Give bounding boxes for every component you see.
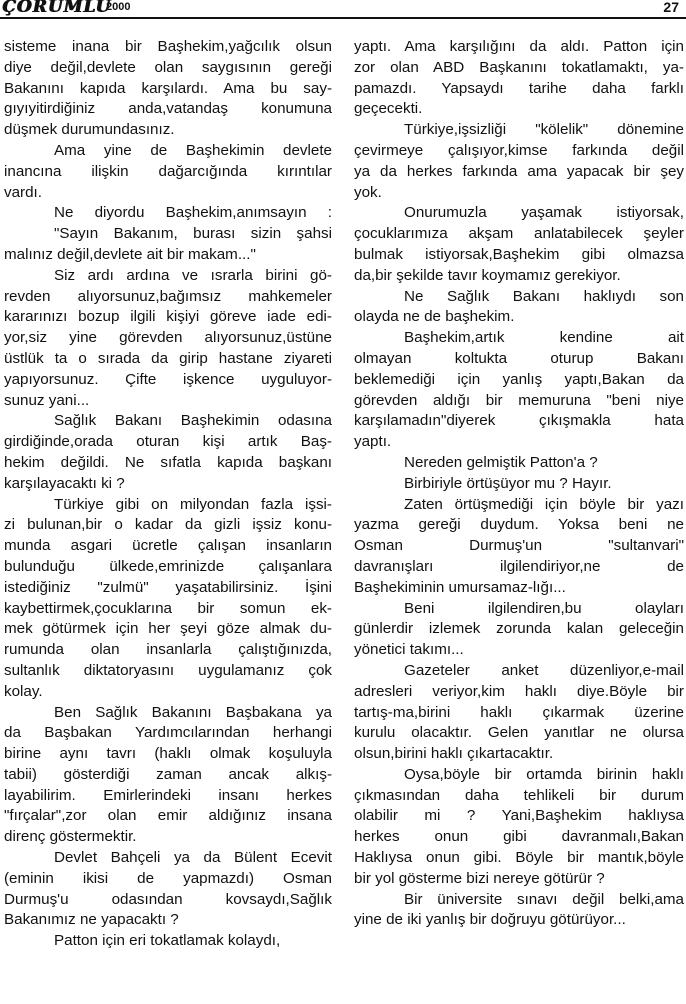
header-rule <box>0 17 686 19</box>
text-line: Patton için eri tokatlamak kolaydı, <box>54 932 281 950</box>
text-line: Durmuş'u odasından kovsaydı,Sağlık <box>4 890 332 908</box>
text-line: birine aynı tavrı (haklı olmak koşuluyla <box>4 745 332 763</box>
text-line: Zaten örtüşmediği için böyle bir yazı <box>404 495 684 513</box>
text-line: Oysa,böyle bir ortamda birinin haklı <box>404 765 684 783</box>
text-line: bulmak istiyorsak,Başhekim gibi olmazsa <box>354 245 684 263</box>
text-line: bulunduğu ülkede,emrinizde çalışanlara <box>4 557 332 575</box>
text-line: ya da herkes farkında ama yapacak bir şey <box>354 162 684 180</box>
text-line: "fırçalar",zor olan emir aldığınız insana <box>4 807 332 825</box>
page-number: 27 <box>663 0 679 15</box>
text-line: yaptı. Ama karşılığını da aldı. Patton için <box>354 38 684 55</box>
text-line: yine de iki yanlış bir doğruyu götürüyor... <box>354 911 626 929</box>
text-line: sultanlık diktatoryasını uygulamanız çok <box>4 661 332 679</box>
text-line: gıyıyitirdiğiniz anda,vatandaş konumuna <box>4 100 332 118</box>
text-line: Ne Sağlık Bakanı haklıydı son <box>404 287 684 305</box>
text-line: herkes onun gibi davranmalı,Bakan <box>354 828 684 846</box>
text-line: Başhekim,artık kendine ait <box>404 329 684 347</box>
text-line: çıkmasından daha tehlikeli bir durum <box>354 786 684 804</box>
issue-year: 2000 <box>106 1 131 13</box>
text-line: Bakanını kapıda karşılardı. Ama bu say- <box>4 79 332 97</box>
text-line: çocuklarımıza akşam anlatabilecek şeyler <box>354 225 684 243</box>
text-line: Bakanımız ne yapacaktı ? <box>4 911 179 929</box>
text-line: da Başbakan Yardımcılarından herhangi <box>4 724 332 742</box>
text-line: tartış-ma,birini haklı çıkarmak üzerine <box>354 703 684 721</box>
text-line: direnç göstermektir. <box>4 828 137 846</box>
text-line: yaptı. <box>354 433 392 451</box>
left-text-column <box>4 37 332 952</box>
text-line: Ama yine de Başhekimin devlete <box>54 141 332 159</box>
text-line: Devlet Bahçeli ya da Bülent Ecevit <box>54 849 332 867</box>
text-line: Onurumuzla yaşamak istiyorsak, <box>404 204 684 222</box>
right-text-column <box>354 37 684 931</box>
text-line: Bir üniversite sınavı değil belki,ama <box>404 890 684 908</box>
text-line: diye değil,devlete olan saygısının gereği <box>4 58 332 76</box>
text-line: "Sayın Bakanım, burası sizin şahsi <box>54 225 332 243</box>
text-line: davranışları ilgilendiriyor,ne de <box>354 557 684 575</box>
text-line: malınız değil,devlete ait bir makam..." <box>4 245 256 263</box>
text-line: Ben Sağlık Bakanını Başbakana ya <box>54 703 332 721</box>
text-line: (eminin ikisi de yapmazdı) Osman <box>4 869 332 887</box>
text-line: kurulu olacaktır. Gelen yanıtlar ne olursa <box>354 724 684 742</box>
text-line: bir yol gösterme bizi nereye götürür ? <box>354 869 605 887</box>
text-line: yor,siz yine görevden alıyorsunuz,üstüne <box>4 329 332 347</box>
text-line: Haklıysa onun gibi. Böyle bir mantık,böyle <box>354 849 684 867</box>
text-line: yok. <box>354 183 382 201</box>
text-line: sisteme inana bir Başhekim,yağcılık olsun <box>4 38 332 55</box>
text-line: yazma gereği duydum. Yoksa beni ne <box>354 516 684 534</box>
text-line: munda asgari ücretle çalışan insanların <box>4 537 332 555</box>
text-line: hekim değildi. Ne sıfatla kapıda başkanı <box>4 453 332 471</box>
text-line: rumunda olan insanlarla çalıştığınızda, <box>4 641 332 659</box>
text-line: görevden aldığı bir memuruna "beni niye <box>354 391 684 409</box>
text-line: layabilirim. Emirlerindeki insanı herkes <box>4 786 332 804</box>
text-line: yapıyorsunuz. Çifte işkence uyguluyor- <box>4 370 332 388</box>
text-line: çevirmeye çalışıyor,kimse farkında değil <box>354 141 684 159</box>
text-line: olmayan koltukta oturup Bakanı <box>354 349 684 367</box>
text-line: da,bir şekilde tavır koymamız gerekiyor. <box>354 266 621 284</box>
text-line: Ne diyordu Başhekim,anımsayın : <box>54 204 332 222</box>
text-line: tabii) gösterdiği zaman ancak alkış- <box>4 765 332 783</box>
text-line: beklemediği için yanlış yaptı,Bakan da <box>354 370 684 388</box>
text-line: Nereden gelmiştik Patton'a ? <box>404 453 598 471</box>
text-line: karşılayacaktı ki ? <box>4 474 125 492</box>
text-line: adresleri veriyor,kim haklı diye.Böyle bir <box>354 682 684 700</box>
text-line: Birbiriyle örtüşüyor mu ? Hayır. <box>404 474 612 492</box>
text-line: zi bulunan,bir o kadar da gizli işsiz konu- <box>4 516 332 534</box>
text-line: inancına ilişkin dağarcığında kırıntılar <box>4 162 332 180</box>
text-line: Sağlık Bakanı Başhekimin odasına <box>54 412 332 430</box>
text-line: Başhekiminin umursamaz-lığı... <box>354 578 566 596</box>
text-line: Türkiye,işsizliği "kölelik" dönemine <box>404 121 684 139</box>
page-header <box>0 0 686 26</box>
text-line: karşılamadın"diyerek çıkışmakla hata <box>354 412 684 430</box>
text-line: vardı. <box>4 183 42 201</box>
text-line: günlerdir izlemek zorunda kalan geleceğin <box>354 620 684 638</box>
text-line: kararınızı bozup ilgili kişiyi göreve iade edi- <box>4 308 332 326</box>
text-line: yönetici takımı... <box>354 641 464 659</box>
text-line: üstlük ta o sırada da girip hastane ziyareti <box>4 349 332 367</box>
text-line: Gazeteler anket düzenliyor,e-mail <box>404 661 684 679</box>
text-line: mek götürmek için her şeyi göze almak du- <box>4 620 332 638</box>
text-line: girdiğinde,orada oturan kişi artık Baş- <box>4 433 332 451</box>
text-line: olabilir mi ? Yani,Başhekim haklıysa <box>354 807 684 825</box>
text-line: kaybettirmek,çocuklarına bir somun ek- <box>4 599 332 617</box>
text-line: Osman Durmuş'un "sultanvari" <box>354 537 684 555</box>
text-line: pamazdı. Yapsaydı tarihe daha farklı <box>354 79 684 97</box>
text-line: sunuz yani... <box>4 391 90 409</box>
text-line: Siz ardı ardına ve ısrarla birini gö- <box>54 266 332 284</box>
text-line: olsun,birini haklı çıkartacaktır. <box>354 745 554 763</box>
text-line: geçecekti. <box>354 100 423 118</box>
text-line: Türkiye gibi on milyondan fazla işsi- <box>54 495 332 513</box>
magazine-logo: ÇORUMLU <box>2 0 111 17</box>
text-line: Beni ilgilendiren,bu olayları <box>404 599 684 617</box>
text-line: düşmek durumundasınız. <box>4 121 175 139</box>
text-line: olayda ne de başhekim. <box>354 308 515 326</box>
text-line: kolay. <box>4 682 43 700</box>
text-line: zor olan ABD Başkanını tokatlamaktı, ya- <box>354 58 684 76</box>
text-line: istediğiniz "zulmü" yaşatabilirsiniz. İşini <box>4 578 332 596</box>
text-line: revden alıyorsunuz,bağımsız mahkemeler <box>4 287 332 305</box>
